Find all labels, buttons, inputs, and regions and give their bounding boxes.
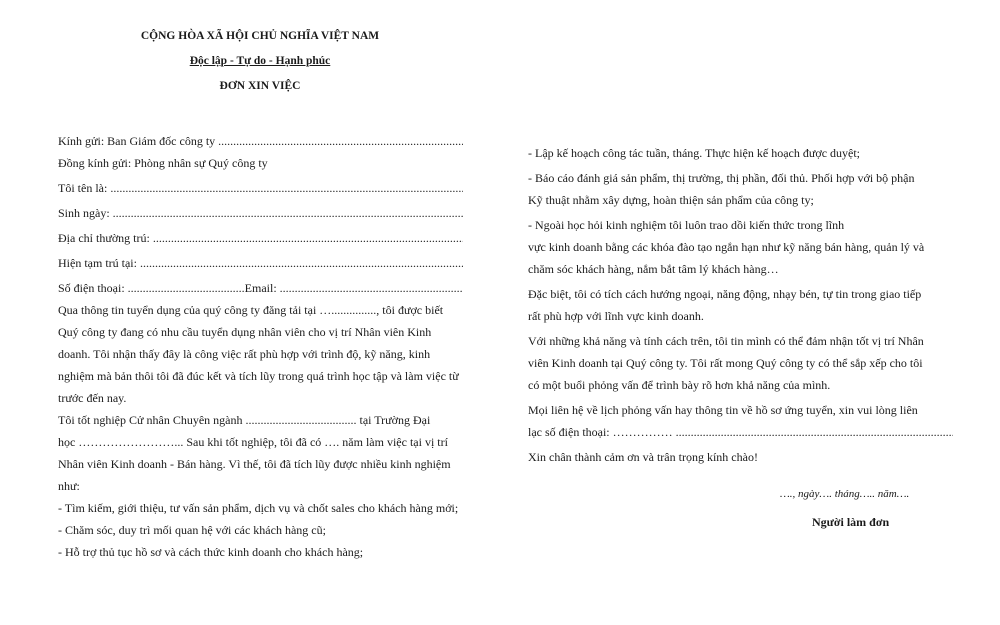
personality-line: Đặc biệt, tôi có tích cách hướng ngoại, năng động, nhạy bén, tự tin trong giao tiếp (528, 287, 922, 301)
personality-line: rất phù hợp với lĩnh vực kinh doanh. (528, 309, 704, 323)
experience-bullet-cont: Kỹ thuật nhằm xây dựng, hoàn thiện sản phẩm của công ty; (528, 193, 814, 207)
field-tam-tru: Hiện tạm trú tại: ..... (58, 252, 463, 274)
contact-line: Mọi liên hệ về lịch phỏng vấn hay thông tin về hồ sơ ứng tuyển, xin vui lòng liên (528, 403, 918, 417)
intro-line: Qua thông tin tuyển dụng của quý công ty đăng tải tại …..............., tôi được biết (58, 303, 444, 317)
graduation-line: học ……………………... Sau khi tốt nghiệp, tôi đã có …. năm làm việc tại vị trí (58, 435, 448, 449)
experience-bullet-cont: chăm sóc khách hàng, nắm bắt tâm lý khách hàng… (528, 262, 779, 276)
intro-line: nghiệm mà bản thôi tôi đã đúc kết và tích lũy trong quá trình học tập và làm việc từ (58, 369, 459, 383)
right-column (528, 142, 953, 468)
request-line: có một buổi phỏng vấn để trình bày rõ hơn khả năng của mình. (528, 378, 831, 392)
experience-bullet-cont: vực kinh doanh bằng các khóa đào tạo ngắn hạn như kỹ năng bán hàng, quản lý và (528, 240, 925, 254)
experience-bullet: - Lập kế hoạch công tác tuần, tháng. Thực hiện kế hoạch được duyệt; (528, 146, 861, 160)
graduation-line: Tôi tốt nghiệp Cử nhân Chuyên ngành ..................................... tại Trường Đại (58, 413, 431, 427)
field-so-dien-thoai: Số điện thoại: .......................................Email: ..... (58, 277, 463, 299)
national-title: CỘNG HÒA XÃ HỘI CHỦ NGHĨA VIỆT NAM (140, 30, 380, 42)
field-kinh-gui: Kính gửi: Ban Giám đốc công ty ..... (58, 130, 463, 152)
intro-line: doanh. Tôi nhận thấy đây là công việc rất phù hợp với trình độ, kỹ năng, kinh (58, 347, 431, 361)
document-title: ĐƠN XIN VIỆC (219, 80, 301, 92)
field-dong-kinh-gui: Đồng kính gửi: Phòng nhân sự Quý công ty (58, 156, 268, 170)
experience-bullet: - Chăm sóc, duy trì mối quan hệ với các khách hàng cũ; (58, 523, 326, 537)
national-motto: Độc lập - Tự do - Hạnh phúc (189, 55, 331, 67)
signature-label: Người làm đơn (812, 515, 890, 529)
experience-bullet: - Báo cáo đánh giá sản phẩm, thị trường, thị phần, đối thủ. Phối hợp với bộ phận (528, 171, 915, 185)
contact-phone-line: lạc số điện thoại: …………… ..... (528, 421, 953, 443)
request-line: viên Kinh doanh tại Quý công ty. Tôi rất mong Quý công ty có thể sắp xếp cho tôi (528, 356, 923, 370)
intro-line: trước đến nay. (58, 391, 127, 405)
signature-date: …., ngày…. tháng….. năm…. (780, 488, 910, 500)
field-dia-chi: Địa chỉ thường trú: ..... (58, 227, 463, 249)
intro-line: Quý công ty đang có nhu cầu tuyển dụng nhân viên cho vị trí Nhân viên Kinh (58, 325, 432, 339)
field-ten: Tôi tên là: ..... (58, 177, 463, 199)
graduation-line: như: (58, 479, 80, 493)
request-line: Với những khả năng và tính cách trên, tôi tin mình có thể đảm nhận tốt vị trí Nhân (528, 334, 924, 348)
experience-bullet: - Tìm kiếm, giới thiệu, tư vấn sản phẩm, dịch vụ và chốt sales cho khách hàng mới; (58, 501, 459, 515)
graduation-line: Nhân viên Kinh doanh - Bán hàng. Vì thế, tôi đã tích lũy được nhiều kinh nghiệm (58, 457, 451, 471)
closing-line: Xin chân thành cảm ơn và trân trọng kính chào! (528, 450, 758, 464)
field-sinh-ngay: Sinh ngày: ..... (58, 202, 463, 224)
experience-bullet: - Ngoài học hỏi kinh nghiệm tôi luôn trao dồi kiến thức trong lĩnh (528, 218, 845, 232)
experience-bullet: - Hỗ trợ thủ tục hồ sơ và cách thức kinh doanh cho khách hàng; (58, 545, 364, 559)
left-column (58, 130, 463, 563)
